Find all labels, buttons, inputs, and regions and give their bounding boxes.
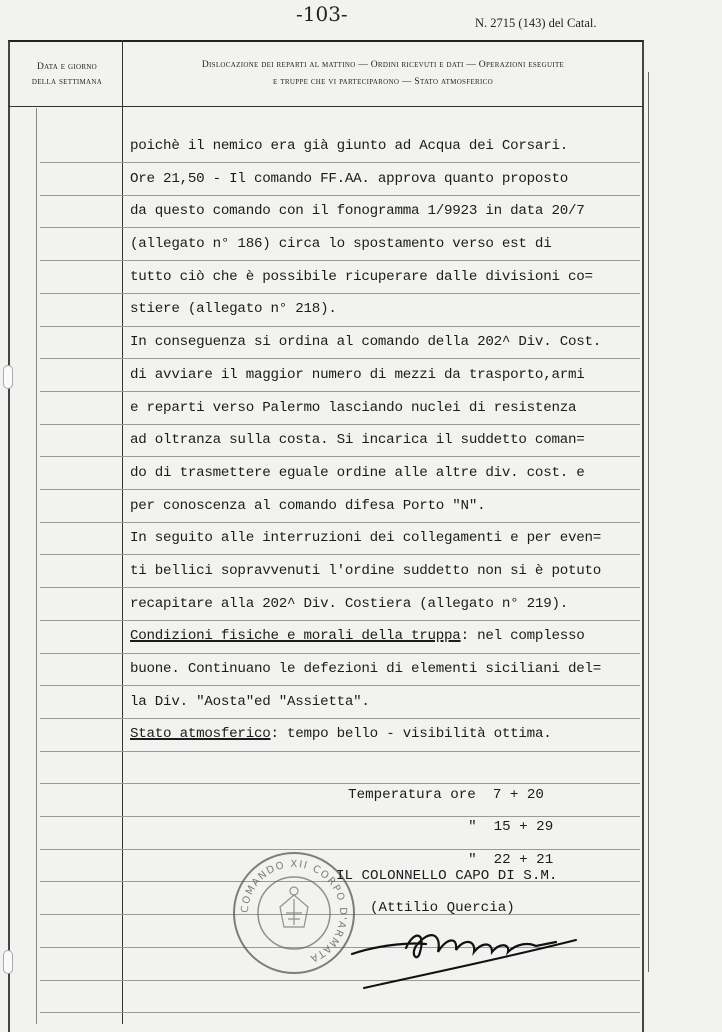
stamp-text: COMANDO XII CORPO D'ARMATA: [239, 858, 349, 965]
official-stamp: [228, 847, 360, 979]
temperature-value: + 29: [519, 819, 554, 835]
emblem-icon: [280, 887, 308, 927]
temperature-label: Temperatura ore: [348, 787, 476, 803]
journal-body: [130, 138, 645, 759]
header-content-line: Dislocazione dei reparti al mattino — Ordini ricevuti e dati — Operazioni eseguite: [201, 60, 565, 70]
text-line: la Div. "Aosta"ed "Assietta".: [130, 693, 370, 710]
handwritten-signature: [346, 912, 586, 1002]
underlined-heading: Stato atmosferico: [130, 726, 271, 743]
text-line: poichè il nemico era già giunto ad Acqua dei Corsari.: [130, 138, 568, 154]
text-line: da questo comando con il fonogramma 1/9923 in data 20/7: [130, 203, 585, 220]
text-line: per conoscenza al comando difesa Porto "N".: [130, 497, 486, 514]
text-line: tutto ciò che è possibile ricuperare dalle divisioni co=: [130, 268, 593, 285]
header-date-column: [14, 60, 120, 90]
text-line-condizioni: [130, 628, 645, 661]
ditto-mark: ": [468, 852, 477, 868]
date-column-rule: [122, 40, 123, 1024]
text-line: In conseguenza si ordina al comando della 202^ Div. Cost.: [130, 334, 602, 351]
line-remainder: : tempo bello - visibilità ottima.: [270, 726, 552, 743]
text-line: In seguito alle interruzioni dei collegamenti e per even=: [130, 530, 602, 547]
text-line: do di trasmettere eguale ordine alle altre div. cost. e: [130, 464, 585, 481]
text-line: recapitare alla 202^ Div. Costiera (allegato n° 219).: [130, 595, 568, 612]
page-number: -103-: [296, 2, 348, 26]
text-line: Ore 21,50 - Il comando FF.AA. approva quanto proposto: [130, 170, 568, 187]
underlined-heading: Condizioni fisiche e morali della truppa: [130, 628, 461, 645]
temperature-hour: 15: [493, 819, 511, 835]
text-line: ti bellici sopravvenuti l'ordine suddetto non si è potuto: [130, 562, 602, 579]
temperature-hour: 7: [492, 787, 502, 803]
punch-hole: [3, 950, 13, 974]
text-line: (allegato n° 186) circa lo spostamento verso est di: [130, 236, 552, 253]
header-content-line: e truppe che vi parteciparono — Stato atmosferico: [273, 77, 493, 87]
ledger-rule: [40, 1012, 640, 1013]
text-line-stato: [130, 726, 645, 759]
header-date-label: Data e giorno: [36, 62, 98, 72]
header-weekday-label: della settimana: [31, 77, 103, 87]
punch-hole: [3, 365, 13, 389]
signatory-title: IL COLONNELLO CAPO DI S.M.: [336, 868, 558, 884]
text-line: stiere (allegato n° 218).: [130, 301, 337, 318]
header-content-column: [130, 57, 636, 91]
text-line: ad oltranza sulla costa. Si incarica il suddetto coman=: [130, 432, 585, 449]
right-edge-rule: [648, 72, 649, 972]
text-line: e reparti verso Palermo lasciando nuclei di resistenza: [130, 399, 577, 416]
line-remainder: : nel complesso: [460, 628, 585, 645]
signatory-name: (Attilio Quercia): [370, 900, 515, 916]
temperature-hour: 22: [493, 852, 511, 868]
catalog-reference: N. 2715 (143) del Catal.: [475, 16, 597, 30]
header-rule: [8, 106, 642, 107]
text-line: buone. Continuano le defezioni di elementi siciliani del=: [130, 661, 602, 677]
temperature-value: + 21: [519, 852, 554, 868]
temperature-value: + 20: [509, 787, 544, 803]
text-line: di avviare il maggior numero di mezzi da trasporto,armi: [130, 366, 585, 383]
margin-rule: [36, 108, 37, 1024]
ditto-mark: ": [468, 819, 477, 835]
